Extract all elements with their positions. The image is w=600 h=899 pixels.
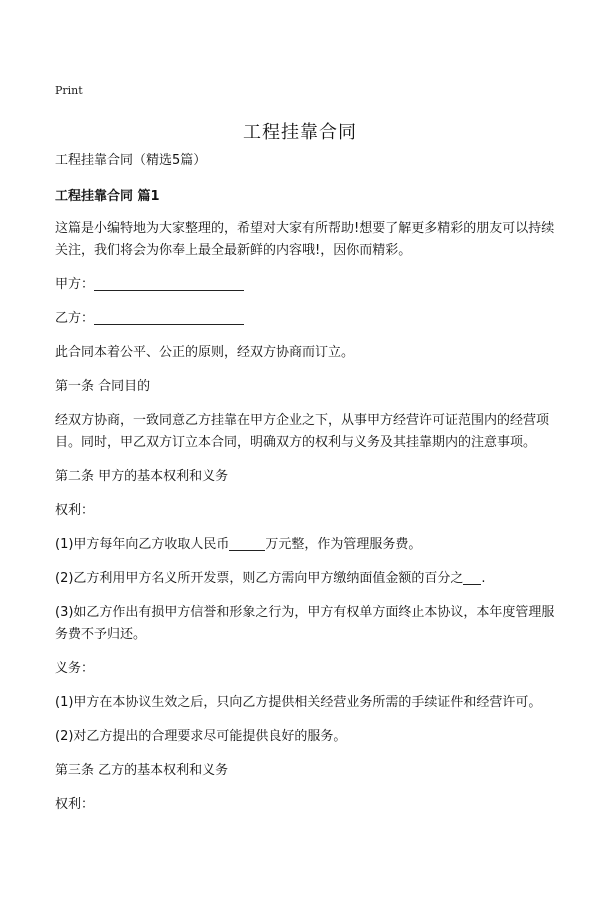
fee-blank: [229, 536, 265, 551]
section-heading: 工程挂靠合同 篇1: [55, 189, 160, 204]
article2-title: 第二条 甲方的基本权利和义务: [55, 469, 229, 484]
print-link[interactable]: Print: [55, 84, 83, 97]
principle-paragraph: 此合同本着公平、公正的原则，经双方协商而订立。: [55, 345, 355, 360]
party-b-blank: [94, 310, 244, 325]
document-body: [55, 150, 555, 828]
party-a-line: [55, 274, 555, 296]
right-item-2: [55, 568, 555, 590]
right2-suffix: .: [481, 571, 486, 586]
article1-title: 第一条 合同目的: [55, 379, 151, 394]
page-title: 工程挂靠合同: [243, 122, 357, 143]
party-a-blank: [94, 276, 244, 291]
right-item-3: (3)如乙方作出有损甲方信誉和形象之行为，甲方有权单方面终止本协议，本年度管理服务费不予归还。: [55, 605, 555, 642]
right-item-1: [55, 534, 555, 556]
article1-body: 经双方协商，一致同意乙方挂靠在甲方企业之下，从事甲方经营许可证范围内的经营项目。同时，甲乙双方订立本合同，明确双方的权利与义务及其挂靠期内的注意事项。: [55, 413, 550, 450]
rights-label-2: 权利：: [55, 797, 95, 812]
duty-item-2: (2)对乙方提出的合理要求尽可能提供良好的服务。: [55, 729, 347, 744]
party-b-line: [55, 308, 555, 330]
document-subtitle: 工程挂靠合同（精选5篇）: [55, 153, 207, 168]
percent-blank: [463, 570, 481, 585]
article3-title: 第三条 乙方的基本权利和义务: [55, 763, 229, 778]
party-b-label: 乙方：: [55, 311, 95, 326]
intro-paragraph: 这篇是小编特地为大家整理的，希望对大家有所帮助!想要了解更多精彩的朋友可以持续关注，我们将会为你奉上最全最新鲜的内容哦!，因你而精彩。: [55, 221, 555, 258]
right2-prefix: (2)乙方利用甲方名义所开发票，则乙方需向甲方缴纳面值金额的百分之: [55, 571, 464, 586]
right1-prefix: (1)甲方每年向乙方收取人民币: [55, 537, 230, 552]
right1-suffix: 万元整，作为管理服务费。: [265, 537, 422, 552]
duty-item-1: (1)甲方在本协议生效之后，只向乙方提供相关经营业务所需的手续证件和经营许可。: [55, 695, 542, 710]
duties-label: 义务：: [55, 661, 95, 676]
rights-label: 权利：: [55, 503, 95, 518]
party-a-label: 甲方：: [55, 277, 95, 292]
